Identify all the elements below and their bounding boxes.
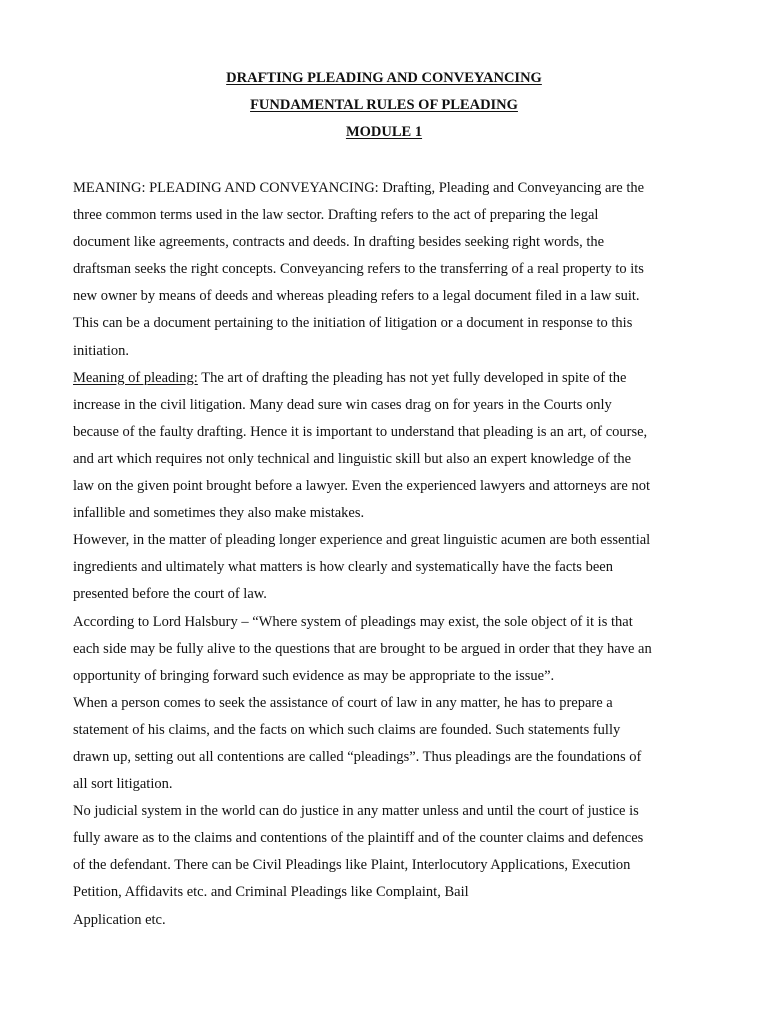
body-line: three common terms used in the law sector. Drafting refers to the act of preparing the legal [73, 207, 599, 224]
body-line: When a person comes to seek the assistance of court of law in any matter, he has to prepare a [73, 694, 613, 711]
body-line: and art which requires not only technical and linguistic skill but also an expert knowledge of the [73, 450, 632, 467]
body-line: new owner by means of deeds and whereas pleading refers to a legal document filed in a law suit. [73, 288, 640, 305]
body-line: According to Lord Halsbury – “Where system of pleadings may exist, the sole object of it is that [73, 613, 633, 630]
body-line: law on the given point brought before a lawyer. Even the experienced lawyers and attorneys are not [73, 478, 650, 495]
body-line: increase in the civil litigation. Many dead sure win cases drag on for years in the Courts only [73, 396, 612, 413]
body-line: This can be a document pertaining to the initiation of litigation or a document in response to this [73, 315, 633, 332]
document-title: DRAFTING PLEADING AND CONVEYANCING [226, 70, 542, 86]
body-line: infallible and sometimes they also make mistakes. [73, 505, 365, 522]
meaning-of-pleading-label: Meaning of pleading: [73, 369, 198, 386]
body-line-with-label [73, 365, 698, 392]
body-line: because of the faulty drafting. Hence it is important to understand that pleading is an art, of course, [73, 423, 648, 440]
body-line: statement of his claims, and the facts on which such claims are founded. Such statements fully [73, 721, 621, 738]
body-line: presented before the court of law. [73, 586, 267, 603]
body-line: drawn up, setting out all contentions are called “pleadings”. Thus pleadings are the foundations of [73, 748, 642, 765]
body-line: document like agreements, contracts and deeds. In drafting besides seeking right words, the [73, 234, 605, 251]
body-line: Petition, Affidavits etc. and Criminal Pleadings like Complaint, Bail [73, 884, 469, 901]
body-line: opportunity of bringing forward such evidence as may be appropriate to the issue”. [73, 667, 555, 684]
body-line: However, in the matter of pleading longer experience and great linguistic acumen are both essential [73, 532, 651, 549]
body-line: each side may be fully alive to the questions that are brought to be argued in order that they have an [73, 640, 652, 657]
document-subtitle: FUNDAMENTAL RULES OF PLEADING [250, 97, 518, 113]
body-line-text: The art of drafting the pleading has not yet fully developed in spite of the [201, 369, 627, 386]
module-heading: MODULE 1 [345, 124, 423, 140]
body-line: No judicial system in the world can do justice in any matter unless and until the court of justice is [73, 803, 639, 820]
body-line: draftsman seeks the right concepts. Conveyancing refers to the transferring of a real property to its [73, 261, 644, 278]
body-line: MEANING: PLEADING AND CONVEYANCING: Drafting, Pleading and Conveyancing are the [73, 180, 645, 196]
body-line: of the defendant. There can be Civil Pleadings like Plaint, Interlocutory Applications, Execution [73, 857, 631, 874]
body-line: fully aware as to the claims and contentions of the plaintiff and of the counter claims and defences [73, 830, 644, 847]
body-line: ingredients and ultimately what matters is how clearly and systematically have the facts been [73, 559, 613, 576]
body-line: Application etc. [73, 911, 166, 928]
body-line: initiation. [73, 342, 129, 359]
body-line: all sort litigation. [73, 776, 173, 793]
document-body [73, 175, 698, 934]
